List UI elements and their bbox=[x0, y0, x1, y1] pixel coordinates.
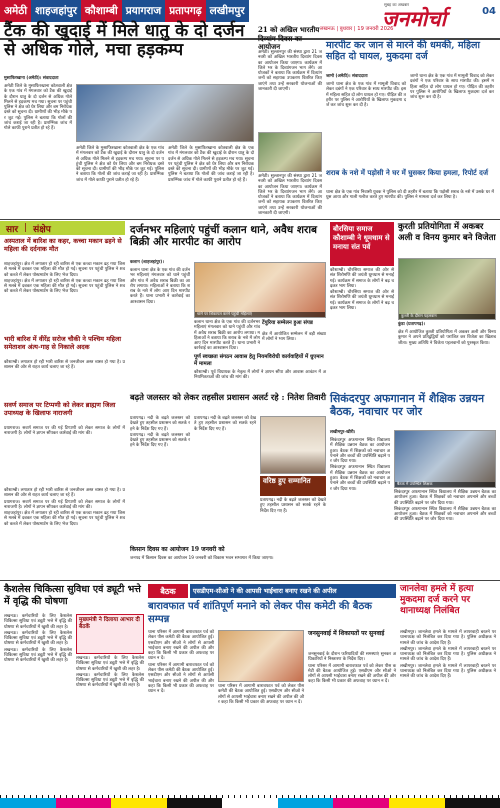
district-tab: शाहजहांपुर bbox=[31, 0, 81, 22]
bridge-sub-headline: किसान दिवस का आयोजन 19 जनवरी को bbox=[130, 546, 225, 553]
col3-body-2 bbox=[410, 74, 494, 166]
col3-byline: जामो (अमेठी)। संवाददाता bbox=[326, 74, 368, 79]
jansunwai-body-text: जनसुनवाई के दौरान फरियादियों की समस्याएं सुनकर अधिकारियों ने निस्तारण के निर्देश दिए। bbox=[308, 652, 396, 663]
wrestling-photo bbox=[398, 258, 496, 320]
sankshep-label: संक्षेप bbox=[33, 224, 51, 235]
peace-committee-body-text-3: थाना परिसर में आगामी बारावफात पर्व को लेकर पीस कमेटी की बैठक आयोजित हुई। एसडीएम और सीओ ने लोगों से आपसी भाईचारा बनाए रखने की अपील की और कहा कि किसी भी प्रकार की अफवाह पर ध्यान न दें। bbox=[218, 684, 304, 705]
brief2-body-text: कौशाम्बी। लगातार हो रही भारी बारिश से जनजीवन अस्त व्यस्त हो गया है। प्रशासन की ओर से राहत कार्य चलाए जा रहे हैं। bbox=[4, 360, 125, 371]
mid-photo-caption: थाने पर शिकायत करने पहुंची महिलाएं bbox=[195, 312, 325, 317]
brief2-headline: भारी बारिश में वीरेंद्र सरोज चौकी ने पश्चिम महिला समेताशव अंत्य-गाह से निकाले अदक bbox=[4, 335, 122, 351]
peace-committee-body-2 bbox=[218, 684, 304, 796]
lead-photo bbox=[76, 84, 254, 142]
bridge-body bbox=[130, 416, 190, 546]
cashless-quote: मुख्यमंत्री ने दिलाया आभार दी बैठकें bbox=[79, 617, 140, 630]
bridge-body-text-2: प्रतापगढ़। नदी के बढ़ते जलस्तर को देखते हुए तहसील प्रशासन को सतर्क रहने के निर्देश दिए गए हैं। bbox=[130, 432, 190, 449]
sikandra-body-text-4: सिकंदरपुर अफगानान स्थित विद्यालय में शैक्षिक उन्नयन बैठक का आयोजन हुआ। बैठक में शिक्षकों को नवाचार अपनाने और बच्चों की उपस्थिति बढ़ाने पर जोर दिया गया। bbox=[394, 506, 496, 523]
masthead-subtitle: सुबह का अखबार bbox=[384, 2, 410, 7]
bridge-sub-body-text: जनपद में किसान दिवस का आयोजन 19 जनवरी को विकास भवन सभागार में किया जाएगा। bbox=[130, 556, 274, 561]
lead-body-text-2: अमेठी जिले के मुसाफिरखाना कोतवाली क्षेत्र के एक गांव में मंगलवार को टैंक की खुदाई के दौरान धातु के दो दर्जन से अधिक गोले मिलने से हड़कम्प मच गया। सूचना पर पहुंची पुलिस ने क्षेत्र को घेर लिया और बम निरोधक दस्ते को सूचना दी। ग्रामीणों की भीड़ मौके पर जुट गई। पुलिस ने बताया कि गोलों की जांच कराई जा रही है। प्रारम्भिक जांच में गोले काफी पुराने प्रतीत हो रहे हैं। bbox=[76, 146, 164, 183]
col2-body-2 bbox=[258, 174, 322, 218]
color-registration-strip bbox=[0, 798, 500, 808]
suspension-headline: जानलेवा हमले में हत्या मुकदमा दर्ज करने पर थानाध्यक्ष निलंबित bbox=[400, 584, 474, 616]
col3-body-text-2: जामो थाना क्षेत्र के एक गांव में मामूली विवाद को लेकर दबंगों ने एक परिवार के साथ मारपीट की। इसमें महिला सहित दो लोग घायल हो गए। पीड़ित की तहरीर पर पुलिस ने आरोपियों के खिलाफ मुकदमा दर्ज कर जांच शुरू कर दी है। bbox=[410, 74, 494, 101]
district-tab: कौशाम्बी bbox=[81, 0, 122, 22]
brief1-body bbox=[4, 262, 125, 334]
mid-body-2 bbox=[194, 320, 260, 352]
sikandra-body bbox=[330, 438, 390, 578]
registration-swatch bbox=[333, 798, 389, 808]
suspension-body-text-3: लखीमपुर। जानलेवा हमले के मामले में लापरवाही बरतने पर थानाध्यक्ष को निलंबित कर दिया गया है। पुलिस अधीक्षक ने मामले की जांच के आदेश दिए हैं। bbox=[400, 663, 496, 680]
wrestling-photo-caption: कुश्ती के दौरान पहलवान bbox=[399, 314, 495, 319]
jansunwai-headline: जनसुनवाई में शिकायतों पर सुनवाई bbox=[308, 630, 385, 637]
sikandra-byline: लखीमपुर-खीरी। bbox=[330, 430, 356, 435]
peace-committee-body-text: थाना परिसर में आगामी बारावफात पर्व को लेकर पीस कमेटी की बैठक आयोजित हुई। एसडीएम और सीओ ने लोगों से आपसी भाईचारा बनाए रखने की अपील की और कहा कि किसी भी प्रकार की अफवाह पर ध्यान न दें। bbox=[148, 630, 214, 662]
wrestling-body bbox=[398, 330, 496, 388]
brief1-body-text: शाहजहांपुर। क्षेत्र में लगातार हो रही बारिश से एक कच्चा मकान ढह गया जिससे मलबे में दबकर एक महिला की मौत हो गई। सूचना पर पहुंची पुलिस ने शव को कब्जे में लेकर पोस्टमार्टम के लिए भेज दिया। bbox=[4, 262, 125, 278]
cashless-quote-box bbox=[76, 614, 144, 654]
registration-swatch bbox=[111, 798, 167, 808]
bridge-headline: बढ़ते जलस्तर को लेकर तहसील प्रशासन अलर्ट रहे : नितेश तिवारी bbox=[130, 392, 327, 402]
lead-body-text: अमेठी जिले के मुसाफिरखाना कोतवाली क्षेत्र के एक गांव में मंगलवार को टैंक की खुदाई के दौरान धातु के दो दर्जन से अधिक गोले मिलने से हड़कम्प मच गया। सूचना पर पहुंची पुलिस ने क्षेत्र को घेर लिया और बम निरोधक दस्ते को सूचना दी। ग्रामीणों की भीड़ मौके पर जुट गई। पुलिस ने बताया कि गोलों की जांच कराई जा रही है। प्रारम्भिक जांच में गोले काफी पुराने प्रतीत हो रहे हैं। bbox=[4, 84, 72, 132]
lead-headline: टैंक की खुदाई में मिले धातु के दो दर्जन से अधिक गोले, मचा हड़कम्प bbox=[4, 21, 245, 60]
registration-swatch bbox=[56, 798, 112, 808]
brief-lower-body bbox=[4, 488, 125, 580]
district-tab: लखीमपुर bbox=[206, 0, 249, 22]
chaurasia-body bbox=[330, 268, 394, 388]
lower-section-rule bbox=[0, 580, 500, 581]
mid2-headline: पूर्ण स्वच्छता संगठन आवास हेतु नियमविरोधी कार्यवाहियों में धुएमान में मामला bbox=[194, 354, 324, 367]
peace-committee-body bbox=[148, 630, 214, 796]
cashless-body-text-2: लखनऊ। कर्मचारियों के लिए कैशलेस चिकित्सा सुविधा एवं ड्यूटी भत्ते में वृद्धि की घोषणा से कर्मचारियों में खुशी की लहर है। bbox=[4, 630, 72, 647]
suspension-body bbox=[400, 630, 496, 796]
brief3-headline: सवर्ण समाज पर टिप्पणी को लेकर ब्राह्मण जिला उपाध्यक्ष के खिलाफ नाराजगी bbox=[4, 401, 116, 417]
sar-label: सार bbox=[6, 224, 19, 235]
col3-headline: मारपीट कर जान से मारने की धमकी, महिला सहित दो घायल, मुकदमा दर्ज bbox=[326, 40, 480, 62]
cashless-body-2 bbox=[76, 656, 144, 796]
cashless-body-text-5: लखनऊ। कर्मचारियों के लिए कैशलेस चिकित्सा सुविधा एवं ड्यूटी भत्ते में वृद्धि की घोषणा से कर्मचारियों में खुशी की लहर है। bbox=[76, 672, 144, 689]
brief2-body bbox=[4, 360, 125, 400]
mid-headline: दर्जनभर महिलाएं पहुंचीं कलान थाने, अवैध शराब बिक्री और मारपीट का आरोप bbox=[130, 224, 318, 248]
mid2-body bbox=[194, 370, 326, 388]
suspension-body-text: लखीमपुर। जानलेवा हमले के मामले में लापरवाही बरतने पर थानाध्यक्ष को निलंबित कर दिया गया है। पुलिस अधीक्षक ने मामले की जांच के आदेश दिए हैं। bbox=[400, 630, 496, 646]
sikandra-body-2 bbox=[394, 490, 496, 578]
sikandra-body-text: सिकंदरपुर अफगानान स्थित विद्यालय में शैक्षिक उन्नयन बैठक का आयोजन हुआ। बैठक में शिक्षकों को नवाचार अपनाने और बच्चों की उपस्थिति बढ़ाने पर जोर दिया गया। bbox=[330, 438, 390, 465]
jansunwai-body bbox=[308, 652, 396, 796]
jansunwai-body-text-2: थाना परिसर में आगामी बारावफात पर्व को लेकर पीस कमेटी की बैठक आयोजित हुई। एसडीएम और सीओ ने लोगों से आपसी भाईचारा बनाए रखने की अपील की और कहा कि किसी भी प्रकार की अफवाह पर ध्यान न दें। bbox=[308, 663, 396, 685]
lead-byline: मुसाफिरखाना (अमेठी)। संवाददाता bbox=[4, 76, 59, 81]
chaurasia-body-text: कौशाम्बी। चौरसिया समाज की ओर से संत शिरोमणि की जयंती धूमधाम से मनाई गई। कार्यक्रम में समाज के लोगों ने बढ़ चढ़कर भाग लिया। bbox=[330, 268, 394, 289]
registration-swatch bbox=[445, 798, 500, 808]
brief3-body-text: प्रयागराज। सवर्ण समाज पर की गई टिप्पणी को लेकर समाज के लोगों में नाराजगी है। लोगों ने ज्ञापन सौंपकर कार्रवाई की मांग की। bbox=[4, 426, 125, 437]
district-tab: प्रतापगढ़ bbox=[165, 0, 205, 22]
bridge-body-text: प्रतापगढ़। नदी के बढ़ते जलस्तर को देखते हुए तहसील प्रशासन को सतर्क रहने के निर्देश दिए गए हैं। bbox=[130, 416, 190, 432]
peace-committee-photo bbox=[218, 630, 304, 682]
brief-lower-text: कौशाम्बी। लगातार हो रही भारी बारिश से जनजीवन अस्त व्यस्त हो गया है। प्रशासन की ओर से राहत कार्य चलाए जा रहे हैं। bbox=[4, 488, 125, 499]
mid-body-text: कलान थाना क्षेत्र के एक गांव की दर्जनभर महिलाएं मंगलवार को थाने पहुंचीं और गांव में अवैध शराब बिक्री का आरोप लगाया। महिलाओं ने बताया कि शराब के नशे में लोग आए दिन मारपीट करते हैं। थाना प्रभारी ने कार्रवाई का आश्वासन दिया। bbox=[130, 268, 190, 305]
page-number: 04 bbox=[482, 6, 496, 17]
registration-swatch bbox=[278, 798, 334, 808]
col3-sub-body-text: थाना क्षेत्र के एक गांव निवासी युवक ने पुलिस को दी तहरीर में बताया कि पड़ोसी शराब के नशे में उसके घर में घुस आया और गाली गलौज करते हुए मारपीट की। पुलिस ने मामला दर्ज कर लिया है। bbox=[326, 190, 494, 201]
district-tab: अमेठी bbox=[0, 0, 31, 22]
chaurasia-body-text-2: कौशाम्बी। चौरसिया समाज की ओर से संत शिरोमणि की जयंती धूमधाम से मनाई गई। कार्यक्रम में समाज के लोगों ने बढ़ चढ़कर भाग लिया। bbox=[330, 290, 394, 312]
col2-body bbox=[258, 50, 322, 130]
mid-byline: कलान (शाहजहांपुर)। bbox=[130, 260, 164, 265]
brief-lower-text-3: शाहजहांपुर। क्षेत्र में लगातार हो रही बारिश से एक कच्चा मकान ढह गया जिससे मलबे में दबकर एक महिला की मौत हो गई। सूचना पर पहुंची पुलिस ने शव को कब्जे में लेकर पोस्टमार्टम के लिए भेज दिया। bbox=[4, 511, 125, 527]
brief1-headline: अस्पताल में बारिश का कहर, कच्चा मकान ढहने से महिला की दर्दनाक मौत bbox=[4, 237, 122, 253]
sikandra-photo bbox=[394, 430, 496, 488]
lead-body-continued-2 bbox=[168, 146, 254, 218]
mid-sub-body-text: क्षेत्र में आयोजित सम्मेलन में बड़ी संख्या में लोगों ने भाग लिया। bbox=[262, 332, 326, 343]
dateline: लखनऊ | बुधवार | 19 जनवरी 2026 bbox=[320, 26, 394, 32]
cashless-headline: कैशलेस चिकित्सा सुविधा एवं ड्यूटी भत्ते में वृद्धि की घोषणा bbox=[4, 584, 141, 607]
mid-sub-body bbox=[262, 332, 326, 352]
brief1-body-text-2: शाहजहांपुर। क्षेत्र में लगातार हो रही बारिश से एक कच्चा मकान ढह गया जिससे मलबे में दबकर एक महिला की मौत हो गई। सूचना पर पहुंची पुलिस ने शव को कब्जे में लेकर पोस्टमार्टम के लिए भेज दिया। bbox=[4, 278, 125, 295]
bridge-body-col3 bbox=[260, 498, 326, 548]
col2-body-text-2: अमेठी। सुल्तानपुर की संस्था द्वारा 21 जनवरी को अखिल भारतीय दिव्यांग दिवस का आयोजन किया जाएगा। कार्यक्रम में जिले भर के दिव्यांगजन भाग लेंगे। आयोजकों ने बताया कि कार्यक्रम में दिव्यांगजनों को सहायक उपकरण वितरित किए जाएंगे तथा उन्हें सरकारी योजनाओं की जानकारी दी जाएगी। bbox=[258, 174, 322, 217]
wrestling-byline: कुंडा (प्रतापगढ़)। bbox=[398, 322, 426, 327]
sikandra-body-text-2: सिकंदरपुर अफगानान स्थित विद्यालय में शैक्षिक उन्नयन बैठक का आयोजन हुआ। बैठक में शिक्षकों को नवाचार अपनाने और बच्चों की उपस्थिति बढ़ाने पर जोर दिया गया। bbox=[330, 465, 390, 492]
bridge-body-col2 bbox=[194, 416, 256, 546]
cashless-body-text-4: लखनऊ। कर्मचारियों के लिए कैशलेस चिकित्सा सुविधा एवं ड्यूटी भत्ते में वृद्धि की घोषणा से कर्मचारियों में खुशी की लहर है। bbox=[76, 656, 144, 672]
lead-body bbox=[4, 84, 72, 218]
district-tab: प्रयागराज bbox=[122, 0, 166, 22]
col3-sub-body bbox=[326, 190, 494, 218]
lead-body-text-3: अमेठी जिले के मुसाफिरखाना कोतवाली क्षेत्र के एक गांव में मंगलवार को टैंक की खुदाई के दौरान धातु के दो दर्जन से अधिक गोले मिलने से हड़कम्प मच गया। सूचना पर पहुंची पुलिस ने क्षेत्र को घेर लिया और बम निरोधक दस्ते को सूचना दी। ग्रामीणों की भीड़ मौके पर जुट गई। पुलिस ने बताया कि गोलों की जांच कराई जा रही है। प्रारम्भिक जांच में गोले काफी पुराने प्रतीत हो रहे हैं। bbox=[168, 146, 254, 183]
bridge-sub-body bbox=[130, 556, 326, 578]
lead-body-continued bbox=[76, 146, 164, 218]
brief-lower-text-2: प्रयागराज। सवर्ण समाज पर की गई टिप्पणी को लेकर समाज के लोगों में नाराजगी है। लोगों ने ज्ञापन सौंपकर कार्रवाई की मांग की। bbox=[4, 499, 125, 510]
col2-photo bbox=[258, 132, 322, 172]
sar-separator: | bbox=[24, 223, 28, 233]
brief-section-bar bbox=[0, 221, 125, 235]
newspaper-logo: जनमोर्चा bbox=[382, 6, 447, 31]
col3-body-text: जामो थाना क्षेत्र के एक गांव में मामूली विवाद को लेकर दबंगों ने एक परिवार के साथ मारपीट की। इसमें महिला सहित दो लोग घायल हो गए। पीड़ित की तहरीर पर पुलिस ने आरोपियों के खिलाफ मुकदमा दर्ज कर जांच शुरू कर दी है। bbox=[326, 82, 406, 109]
col3-sub-headline: शराब के नशे में पड़ोसी ने घर में घुसकर किया हमला, रिपोर्ट दर्ज bbox=[326, 168, 489, 177]
cashless-body bbox=[4, 614, 72, 796]
bridge-body-text-3: प्रतापगढ़। नदी के बढ़ते जलस्तर को देखते हुए तहसील प्रशासन को सतर्क रहने के निर्देश दिए गए हैं। bbox=[194, 416, 256, 432]
cashless-body-text: लखनऊ। कर्मचारियों के लिए कैशलेस चिकित्सा सुविधा एवं ड्यूटी भत्ते में वृद्धि की घोषणा से कर्मचारियों में खुशी की लहर है। bbox=[4, 614, 72, 630]
baithak-label: बैठक bbox=[148, 584, 188, 598]
brief3-body bbox=[4, 426, 125, 486]
sikandra-body-text-3: सिकंदरपुर अफगानान स्थित विद्यालय में शैक्षिक उन्नयन बैठक का आयोजन हुआ। बैठक में शिक्षकों को नवाचार अपनाने और बच्चों की उपस्थिति बढ़ाने पर जोर दिया गया। bbox=[394, 490, 496, 506]
col2-headline: 21 को अखिल भारतीय दिव्यांग दिवस का आयोजन bbox=[258, 25, 320, 51]
col2-body-text: अमेठी। सुल्तानपुर की संस्था द्वारा 21 जनवरी को अखिल भारतीय दिव्यांग दिवस का आयोजन किया जाएगा। कार्यक्रम में जिले भर के दिव्यांगजन भाग लेंगे। आयोजकों ने बताया कि कार्यक्रम में दिव्यांगजनों को सहायक उपकरण वितरित किए जाएंगे तथा उन्हें सरकारी योजनाओं की जानकारी दी जाएगी। bbox=[258, 50, 322, 93]
wrestling-body-text: क्षेत्र में आयोजित कुश्ती प्रतियोगिता में अकबर अली और विनय कुमार ने अपने प्रतिद्वंद्वियों को पराजित कर विजेता का खिताब जीता। मुख्य अतिथि ने विजेता पहलवानों को पुरस्कृत किया। bbox=[398, 330, 496, 346]
cashless-body-text-3: लखनऊ। कर्मचारियों के लिए कैशलेस चिकित्सा सुविधा एवं ड्यूटी भत्ते में वृद्धि की घोषणा से कर्मचारियों में खुशी की लहर है। bbox=[4, 647, 72, 664]
mid-body bbox=[130, 268, 190, 388]
peace-committee-headline: बारावफात पर्व शांतिपूर्ण मनाने को लेकर पीस कमेटी की बैठक सम्पन्न bbox=[148, 601, 372, 625]
bridge-portrait bbox=[260, 416, 326, 474]
mid-photo bbox=[194, 262, 326, 318]
suspension-body-text-2: लखीमपुर। जानलेवा हमले के मामले में लापरवाही बरतने पर थानाध्यक्ष को निलंबित कर दिया गया है। पुलिस अधीक्षक ने मामले की जांच के आदेश दिए हैं। bbox=[400, 646, 496, 663]
honoured-box: वरिष्ठ हुए सम्मानित bbox=[260, 476, 326, 496]
sikandra-photo-caption: बैठक में उपस्थित शिक्षक bbox=[395, 482, 495, 487]
peace-committee-body-text-2: थाना परिसर में आगामी बारावफात पर्व को लेकर पीस कमेटी की बैठक आयोजित हुई। एसडीएम और सीओ ने लोगों से आपसी भाईचारा बनाए रखने की अपील की और कहा कि किसी भी प्रकार की अफवाह पर ध्यान न दें। bbox=[148, 662, 214, 695]
peace-committee-top-headline: एसडीएम-सीओ ने की आपसी भाईचारा बनाए रखने की अपील bbox=[190, 584, 396, 598]
chaurasia-headline: बौरसिया समाज कौशाम्बी ने धूमधाम से मनाया संत पर्व bbox=[330, 222, 394, 266]
bridge-body-text-4: प्रतापगढ़। नदी के बढ़ते जलस्तर को देखते हुए तहसील प्रशासन को सतर्क रहने के निर्देश दिए गए हैं। bbox=[260, 498, 326, 514]
registration-swatch bbox=[0, 798, 56, 808]
registration-swatch bbox=[167, 798, 223, 808]
masthead bbox=[382, 2, 496, 38]
mid-sub-headline: टेंपुरिया सम्मेलन हुआ संपन्न bbox=[262, 320, 313, 326]
sikandra-headline: सिकंदरपुर अफगानान में शैक्षिक उन्नयन बैठक, नवाचार पर जोर bbox=[330, 392, 485, 418]
mid2-body-text: कौशाम्बी। पूर्व विधायक के नेतृत्व में लोगों ने ज्ञापन सौंपा और आवास आवंटन में अनियमितताओं की जांच की मांग की। bbox=[194, 370, 326, 381]
registration-swatch bbox=[389, 798, 445, 808]
col3-body bbox=[326, 82, 406, 166]
registration-swatch bbox=[222, 798, 278, 808]
district-tabs bbox=[0, 0, 390, 22]
section-rule bbox=[0, 219, 500, 220]
wrestling-headline: कुरती प्रतियोगिता में अकबर अली व विनय कुमार बने विजेता bbox=[398, 222, 496, 243]
mid-body-text-2: कलान थाना क्षेत्र के एक गांव की दर्जनभर महिलाएं मंगलवार को थाने पहुंचीं और गांव में अवैध शराब बिक्री का आरोप लगाया। महिलाओं ने बताया कि शराब के नशे में लोग आए दिन मारपीट करते हैं। थाना प्रभारी ने कार्रवाई का आश्वासन दिया। bbox=[194, 320, 260, 352]
